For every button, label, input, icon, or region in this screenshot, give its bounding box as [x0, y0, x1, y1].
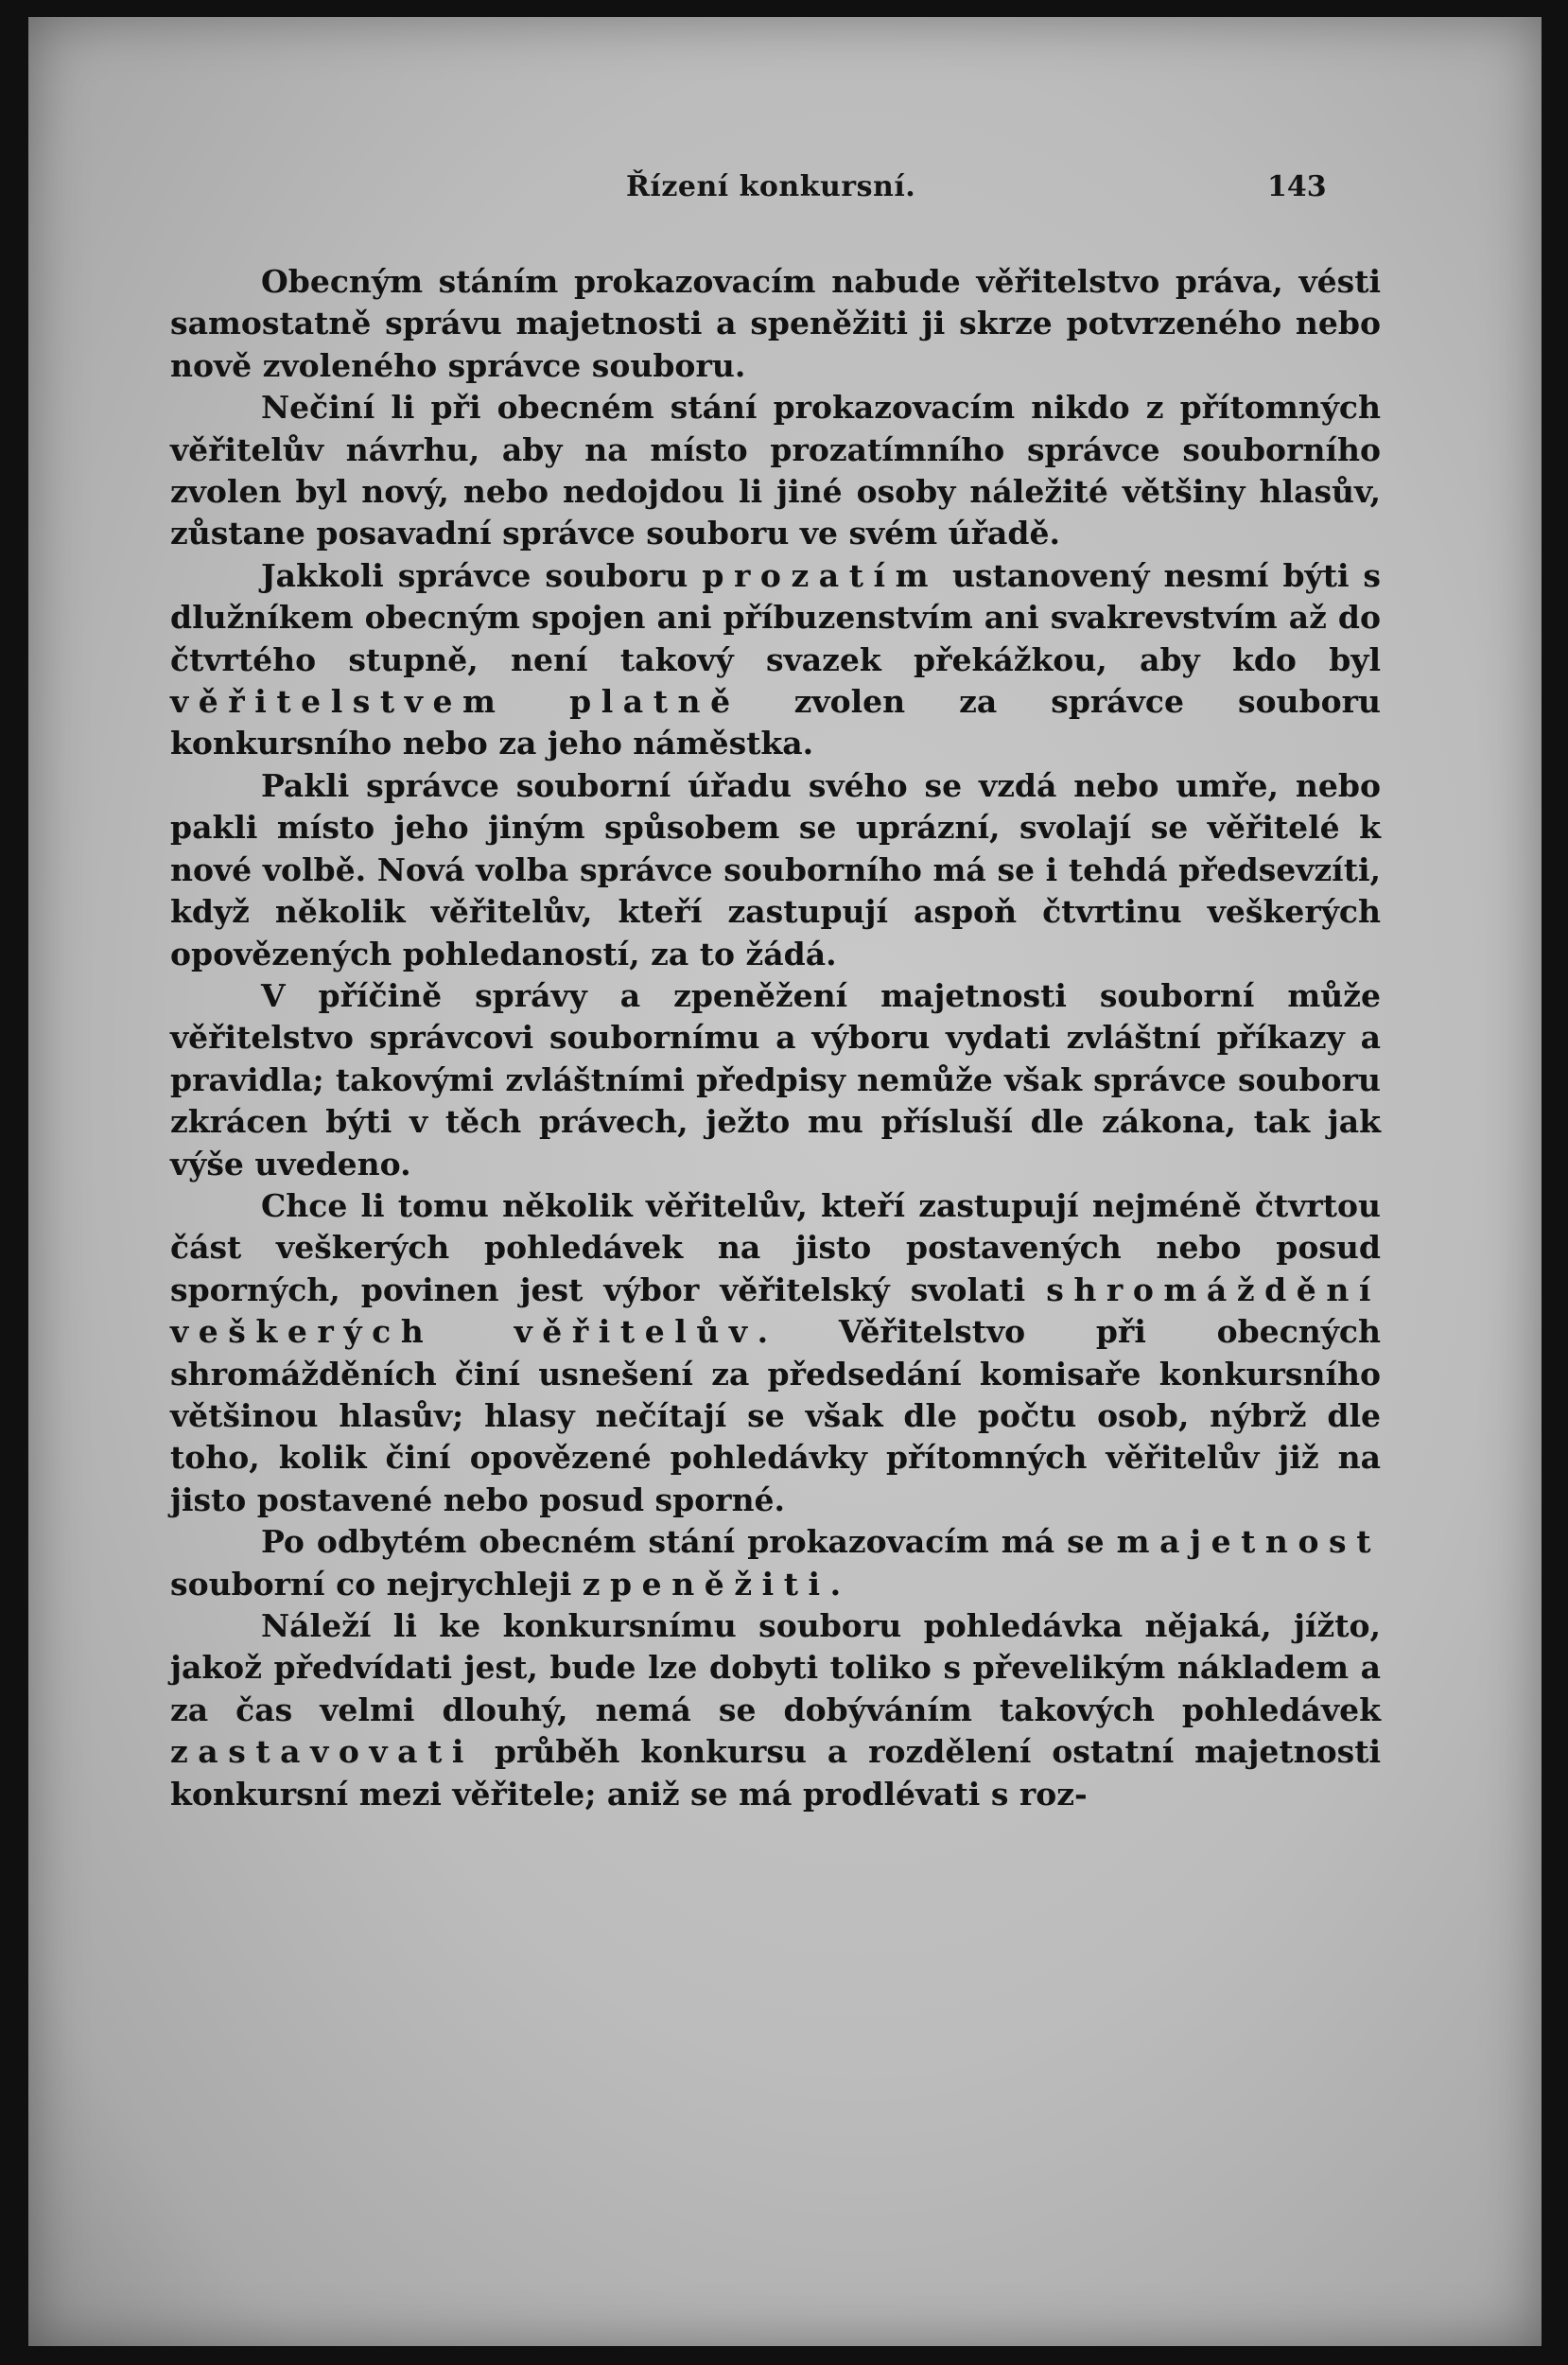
paragraph: V příčině správy a zpeněžení majetnosti souborní může věřitelstvo správcovi soubornímu a výboru vydati zvláštní příkazy a pravidla; takovými zvláštními předpisy nemůže však správce souboru zkrácen býti v těch právech, ježto mu přísluší dle zákona, tak jak výše uvedeno. [170, 976, 1381, 1182]
paragraph: Pakli správce souborní úřadu svého se vzdá nebo umře, nebo pakli místo jeho jiným spůsobem se uprázní, svolají se věřitelé k nové volbě. Nová volba správce souborního má se i tehdá předsevzíti, když několik věřitelův, kteří zastupují aspoň čtvrtinu veškerých opovězených pohledaností, za to žádá. [170, 766, 1381, 972]
running-title: Řízení konkursní. [626, 170, 916, 203]
text-run: Chce li tomu několik věřitelův, kteří zastupují nejméně čtvrtou část veškerých pohledávek na jisto postavených nebo posud sporných, povinen jest výbor věřitelský svolati [170, 1186, 1381, 1308]
text-run: . [829, 1565, 842, 1603]
text-run: Jakkoli správce souboru [261, 556, 703, 594]
paragraph: Obecným stáním prokazovacím nabude věřitelstvo práva, vésti samostatně správu majetnosti a speněžiti ji skrze potvrzeného nebo nově zvoleného správce souboru. [170, 263, 1381, 384]
text-run: . Věřitelstvo při obecných shromážděních činí usnešení za předsedání komisaře konkursního většinou hlasův; hlasy nečítají se však dle počtu osob, nýbrž dle toho, kolik činí opovězené pohledávky přítomných věřitelův již na jisto postavené nebo posud sporné. [170, 1313, 1382, 1518]
book-page [28, 17, 1542, 2346]
paragraph [170, 555, 1381, 765]
text-run: Náleží li ke konkursnímu souboru pohledávka nějaká, jížto, jakož předvídati jest, bude lze dobyti toliko s převelikým nákladem a za čas velmi dlouhý, nemá se dobýváním takových pohledávek [170, 1607, 1381, 1728]
text-run: Po odbytém obecném stání prokazovacím má se [261, 1523, 1117, 1561]
emphasized-text: shromáždění veškerých věřitelův [170, 1270, 1381, 1351]
text-run: souborní co nejrychleji [170, 1565, 583, 1603]
paragraph: Nečiní li při obecném stání prokazovacím nikdo z přítomných věřitelův návrhu, aby na místo prozatímního správce souborního zvolen byl nový, nebo nedojdou li jiné osoby náležité většiny hlasův, zůstane posavadní správce souboru ve svém úřadě. [170, 389, 1381, 552]
emphasized-text: prozatím [702, 556, 939, 594]
text-run: ustanovený nesmí býti s dlužníkem obecným spojen ani příbuzenstvím ani svakrevstvím až do čtvrtého stupně, není takový svazek překážkou, aby kdo byl [170, 556, 1381, 678]
emphasized-text: věřitelstvem platně [170, 683, 740, 721]
emphasized-text: zpeněžiti [582, 1565, 830, 1603]
page-number: 143 [1267, 170, 1327, 203]
emphasized-text: majetnost [1116, 1523, 1381, 1561]
paragraph [170, 1521, 1381, 1605]
text-run: průběh konkursu a rozdělení ostatní majetnosti konkursní mezi věřitele; aniž se má prodlévati s roz- [170, 1733, 1381, 1813]
paragraph [170, 1605, 1381, 1815]
emphasized-text: zastavovati [170, 1733, 475, 1771]
body-text [170, 261, 1381, 1815]
text-run: zvolen za správce souboru konkursního nebo za jeho náměstka. [170, 683, 1381, 762]
paragraph [170, 1185, 1381, 1521]
page-header [28, 170, 1542, 218]
